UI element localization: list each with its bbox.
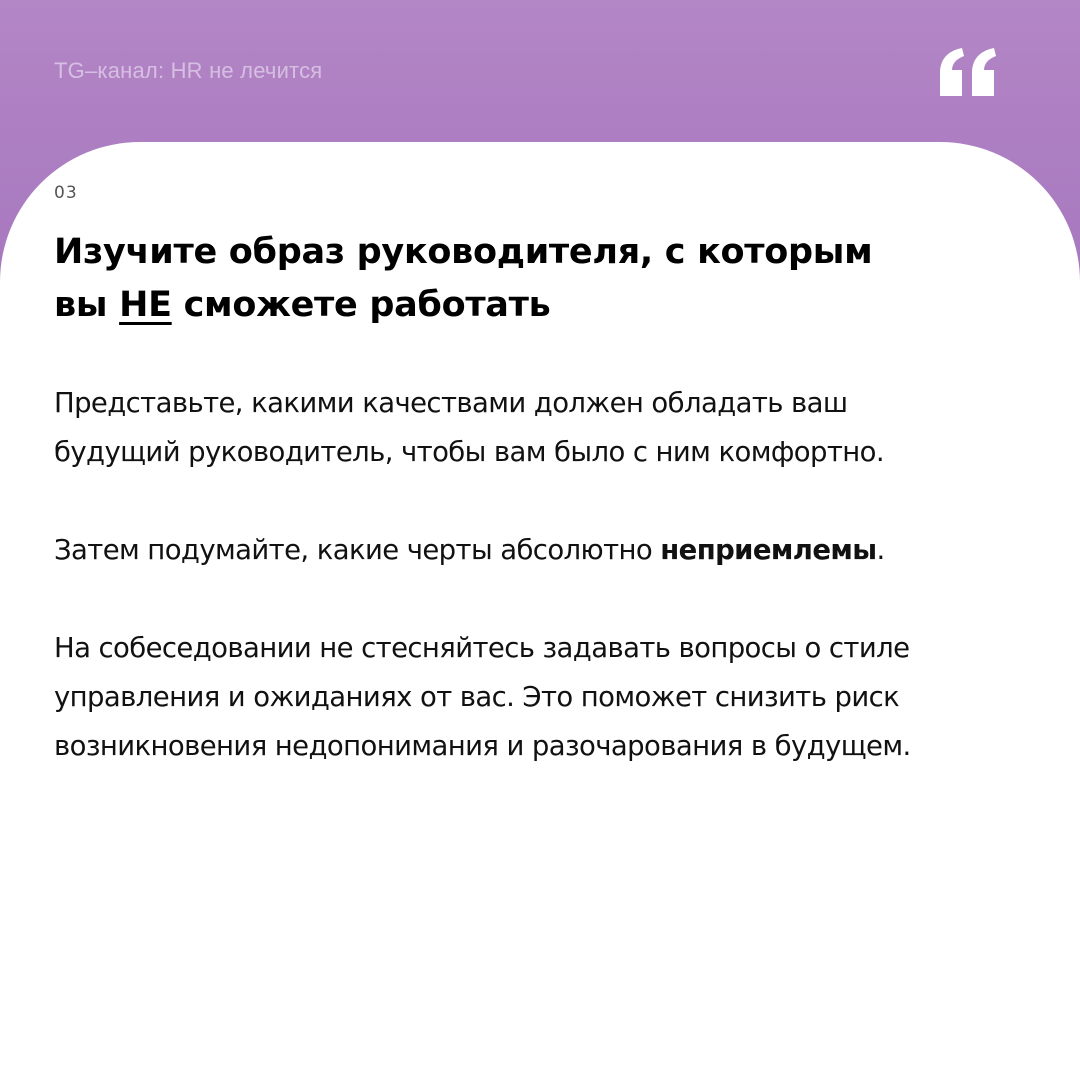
paragraph-1: [54, 379, 1044, 477]
paragraph-1-line-1: Представьте, какими качествами должен обладать ваш: [54, 387, 848, 419]
paragraph-2-bold: неприемлемы: [660, 534, 877, 566]
body-text: [54, 379, 1044, 771]
slide-number: 03: [54, 183, 78, 203]
title-line-2: [54, 279, 1024, 332]
paragraph-2-start: Затем подумайте, какие черты абсолютно: [54, 534, 661, 566]
paragraph-3: [54, 624, 1044, 771]
title-line-1: Изучите образ руководителя, с которым: [54, 232, 873, 272]
quote-mark-right: [972, 48, 996, 96]
title-line-2-end: сможете работать: [171, 285, 551, 325]
quote-mark-left: [940, 48, 964, 96]
paragraph-3-line-2: управления и ожиданиях от вас. Это поможет снизить риск: [54, 681, 900, 713]
quote-mark-icon: [936, 46, 1000, 100]
title-line-2-start: вы: [54, 285, 120, 325]
paragraph-2: [54, 526, 1044, 575]
paragraph-1-line-2: будущий руководитель, чтобы вам было с ним комфортно.: [54, 436, 885, 468]
paragraph-3-line-1: На собеседовании не стесняйтесь задавать вопросы о стиле: [54, 632, 910, 664]
paragraph-2-end: .: [876, 534, 885, 566]
slide-title: [54, 226, 1024, 332]
title-emphasis-ne: НЕ: [119, 285, 172, 325]
paragraph-3-line-3: возникновения недопонимания и разочарования в будущем.: [54, 730, 911, 762]
channel-source-label: TG–канал: HR не лечится: [54, 58, 323, 83]
